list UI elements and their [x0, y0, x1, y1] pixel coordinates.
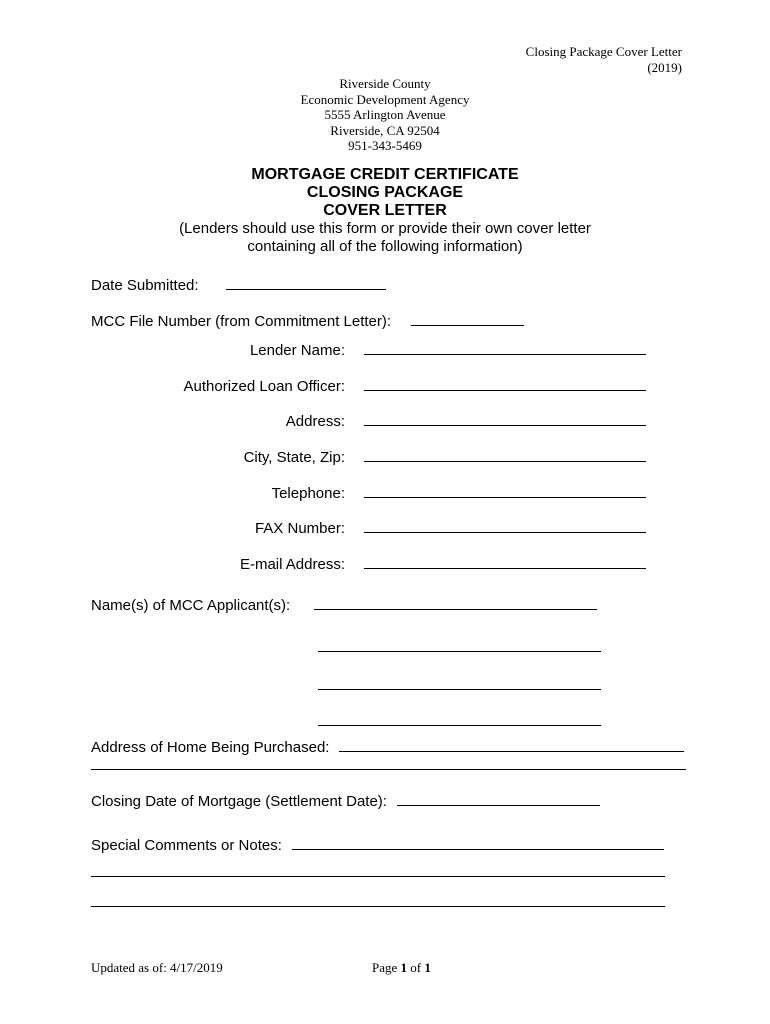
home-address-label: Address of Home Being Purchased: [91, 739, 330, 756]
mcc-applicants-input-line-3[interactable] [318, 676, 601, 690]
doc-header-right [526, 44, 682, 75]
footer-total-pages: 1 [424, 960, 431, 975]
footer-of-word: of [410, 960, 422, 975]
form-subtitle-line1: (Lenders should use this form or provide their own cover letter [179, 220, 591, 237]
home-address-input-line-2[interactable] [91, 756, 686, 770]
telephone-row [91, 483, 646, 519]
lender-info-group [91, 340, 646, 590]
fax-number-row [91, 518, 646, 554]
home-address-row [91, 737, 684, 756]
lender-name-label: Lender Name: [249, 342, 345, 359]
address-input-line[interactable] [364, 411, 646, 426]
footer-updated-date: Updated as of: 4/17/2019 [91, 960, 223, 975]
form-title-line1: MORTGAGE CREDIT CERTIFICATE [251, 166, 519, 183]
date-submitted-row [91, 275, 386, 294]
mcc-applicants-input-line-2[interactable] [318, 638, 601, 652]
doc-year-label: (2019) [647, 59, 682, 75]
footer-page-indicator [372, 960, 431, 976]
email-address-row [91, 554, 646, 590]
email-address-input-line[interactable] [364, 554, 646, 569]
authorized-loan-officer-row [91, 376, 646, 412]
city-state-zip-label: City, State, Zip: [243, 449, 345, 467]
form-subtitle-line2: containing all of the following information) [247, 238, 523, 255]
home-address-input-line-1[interactable] [339, 737, 684, 752]
agency-street: 5555 Arlington Avenue [324, 107, 446, 123]
fax-number-label: FAX Number: [254, 520, 345, 538]
telephone-input-line[interactable] [364, 483, 646, 498]
comments-input-line-1[interactable] [292, 835, 664, 850]
mcc-applicants-input-line-1[interactable] [314, 595, 597, 610]
fax-number-input-line[interactable] [364, 518, 646, 533]
mcc-file-number-input-line[interactable] [411, 311, 524, 326]
agency-phone: 951-343-5469 [348, 138, 422, 154]
authorized-loan-officer-label: Authorized Loan Officer: [183, 377, 345, 395]
email-address-label: E-mail Address: [239, 556, 345, 574]
address-label: Address: [285, 413, 345, 431]
form-title-line2: CLOSING PACKAGE [306, 184, 464, 201]
date-submitted-label: Date Submitted: [91, 277, 199, 294]
agency-block [0, 76, 770, 154]
mcc-applicants-label: Name(s) of MCC Applicant(s): [91, 597, 291, 614]
comments-row [91, 835, 664, 854]
comments-input-line-3[interactable] [91, 893, 665, 907]
mcc-file-number-row [91, 311, 524, 330]
agency-county: Riverside County [339, 76, 431, 91]
agency-city: Riverside, CA 92504 [330, 122, 440, 138]
comments-input-line-2[interactable] [91, 863, 665, 877]
comments-label: Special Comments or Notes: [91, 837, 282, 854]
closing-date-input-line[interactable] [397, 791, 600, 806]
agency-name: Economic Development Agency [300, 91, 470, 107]
footer-page-word: Page [372, 960, 398, 975]
city-state-zip-input-line[interactable] [364, 447, 646, 462]
form-title [0, 166, 770, 220]
footer-page-number: 1 [400, 960, 408, 975]
lender-name-row [91, 340, 646, 376]
city-state-zip-row [91, 447, 646, 483]
telephone-label: Telephone: [271, 484, 345, 502]
closing-date-label: Closing Date of Mortgage (Settlement Date): [91, 793, 387, 810]
mcc-applicants-input-line-4[interactable] [318, 712, 601, 726]
mcc-file-number-label: MCC File Number (from Commitment Letter): [91, 313, 392, 330]
lender-name-input-line[interactable] [364, 340, 646, 355]
form-subtitle [0, 220, 770, 256]
mcc-applicants-row [91, 595, 597, 614]
form-title-line3: COVER LETTER [323, 202, 447, 219]
address-row [91, 411, 646, 447]
date-submitted-input-line[interactable] [226, 275, 386, 290]
authorized-loan-officer-input-line[interactable] [364, 376, 646, 391]
closing-date-row [91, 791, 600, 810]
doc-type-label: Closing Package Cover Letter [525, 44, 682, 59]
